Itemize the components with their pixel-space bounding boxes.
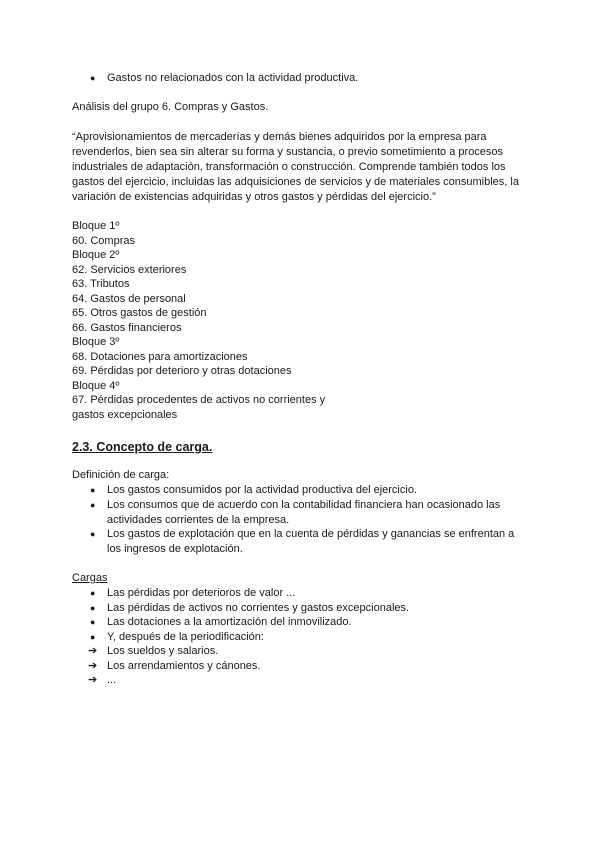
definition-label: Definición de carga: xyxy=(72,469,170,481)
list-item: Los arrendamientos y cánones. xyxy=(107,659,261,672)
bullet-icon: ● xyxy=(90,631,96,642)
list-item: 63. Tributos xyxy=(72,278,130,290)
quote-line: “Aprovisionamientos de mercaderías y demás bienes adquiridos por la empresa para xyxy=(72,131,487,143)
list-item: Bloque 4º xyxy=(72,379,120,392)
analysis-title: Análisis del grupo 6. Compras y Gastos. xyxy=(72,101,269,113)
arrow-icon: ➔ xyxy=(88,674,98,686)
list-item: 62. Servicios exteriores xyxy=(72,263,187,276)
list-item-continuation: los ingresos de explotación. xyxy=(107,542,243,555)
list-item: 69. Pérdidas por deterioro y otras dotaciones xyxy=(72,365,292,377)
list-item: ... xyxy=(107,674,117,686)
arrow-icon: ➔ xyxy=(88,645,98,657)
list-item: Y, después de la periodificación: xyxy=(107,630,264,643)
list-item: Bloque 3º xyxy=(72,336,120,348)
section-heading: 2.3. Concepto de carga. xyxy=(72,440,213,454)
arrow-icon: ➔ xyxy=(88,659,98,672)
quote-line: gastos del ejercicio, incluidas las adquisiciones de servicios y de materiales consumibles, la xyxy=(72,176,519,188)
list-item: 64. Gastos de personal xyxy=(72,292,186,305)
bullet-icon: ● xyxy=(90,602,96,613)
list-item: gastos excepcionales xyxy=(72,408,178,421)
list-item: Bloque 2º xyxy=(72,249,120,261)
list-item: Los gastos de explotación que en la cuenta de pérdidas y ganancias se enfrentan a xyxy=(107,528,515,540)
bullet-icon: ● xyxy=(90,73,96,83)
list-item: 67. Pérdidas procedentes de activos no corrientes y xyxy=(72,394,326,406)
list-item: 60. Compras xyxy=(72,234,135,247)
quote-line: variación de existencias adquiridas y otros gastos y pérdidas del ejercicio.” xyxy=(72,191,436,203)
quote-line: revenderlos, bien sea sin alterar su forma y sustancia, o previo sometimiento a procesos xyxy=(72,146,504,158)
top-bullet-text: Gastos no relacionados con la actividad productiva. xyxy=(107,72,359,84)
bullet-icon: ● xyxy=(90,500,96,510)
list-item: 66. Gastos financieros xyxy=(72,321,182,334)
cargas-label: Cargas xyxy=(72,572,108,584)
bullet-icon: ● xyxy=(90,529,96,539)
list-item-continuation: actividades corrientes de la empresa. xyxy=(107,513,290,526)
list-item: Los gastos consumidos por la actividad productiva del ejercicio. xyxy=(107,484,417,496)
list-item: Las dotaciones a la amortización del inmovilizado. xyxy=(107,616,352,628)
list-item: Las pérdidas por deterioros de valor ... xyxy=(107,587,296,599)
list-item: Los sueldos y salarios. xyxy=(107,645,219,657)
list-item: Los consumos que de acuerdo con la contabilidad financiera han ocasionado las xyxy=(107,499,501,511)
bullet-icon: ● xyxy=(90,588,96,598)
list-item: 68. Dotaciones para amortizaciones xyxy=(72,350,248,363)
bullet-icon: ● xyxy=(90,617,96,627)
quote-line: industriales de adaptación, transformación o construcción. Comprende también todos los xyxy=(72,161,506,173)
list-item: Bloque 1º xyxy=(72,220,120,232)
bullet-icon: ● xyxy=(90,485,96,495)
list-item: Las pérdidas de activos no corrientes y gastos excepcionales. xyxy=(107,601,410,614)
list-item: 65. Otros gastos de gestión xyxy=(72,307,207,319)
